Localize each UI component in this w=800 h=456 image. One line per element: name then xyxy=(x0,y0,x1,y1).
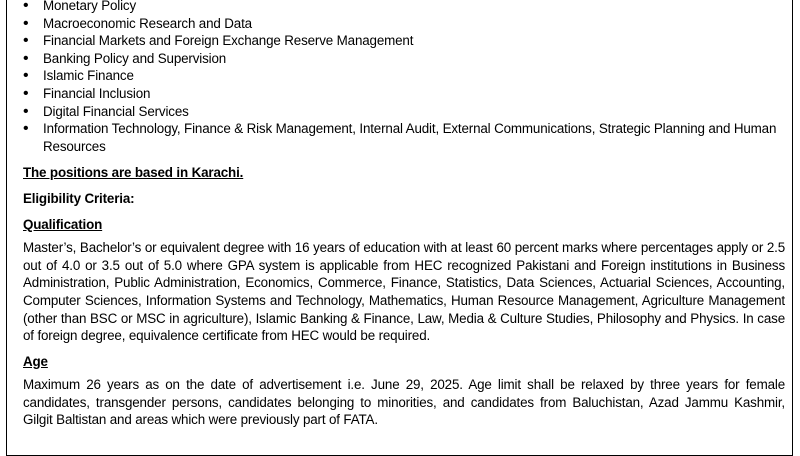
department-item: • Digital Financial Services xyxy=(23,103,785,121)
department-item: • Islamic Finance xyxy=(23,67,785,85)
department-item: • Financial Markets and Foreign Exchange Reserve Management xyxy=(23,32,785,50)
qualification-text: Master’s, Bachelor’s or equivalent degree with 16 years of education with at least 60 percent marks where percentages apply or 2.5 out of 4.0 or 3.5 out of 5.0 where GPA system is applicable from HEC recognized Pakistani and Foreign institutions in Business Administration, Public Administration, Economics, Commerce, Finance, Statistics, Data Sciences, Actuarial Sciences, Accounting, Computer Sciences, Information Systems and Technology, Mathematics, Human Resource Management, Agriculture Management (other than BSC or MSC in agriculture), Islamic Banking & Finance, Law, Media & Culture Studies, Philosophy and Physics. In case of foreign degree, equivalence certificate from HEC would be required. xyxy=(23,240,785,344)
department-item: • Monetary Policy xyxy=(23,0,785,15)
department-item: • Information Technology, Finance & Risk Management, Internal Audit, External Communications, Strategic Planning and Human Resources xyxy=(23,120,785,155)
department-list xyxy=(23,0,785,155)
department-item: • Financial Inclusion xyxy=(23,85,785,103)
department-item: • Banking Policy and Supervision xyxy=(23,50,785,68)
qualification-heading: Qualification xyxy=(23,216,103,232)
job-advertisement-body xyxy=(23,0,785,429)
location-note: The positions are based in Karachi. xyxy=(23,165,244,181)
eligibility-heading: Eligibility Criteria: xyxy=(23,190,135,206)
age-heading: Age xyxy=(23,353,48,369)
age-text: Maximum 26 years as on the date of advertisement i.e. June 29, 2025. Age limit shall be relaxed by three years for female candidates, transgender persons, candidates belonging to minorities, and candidates from Baluchistan, Azad Jammu Kashmir, Gilgit Baltistan and areas which were previously part of FATA. xyxy=(23,377,785,428)
department-item: • Macroeconomic Research and Data xyxy=(23,15,785,33)
